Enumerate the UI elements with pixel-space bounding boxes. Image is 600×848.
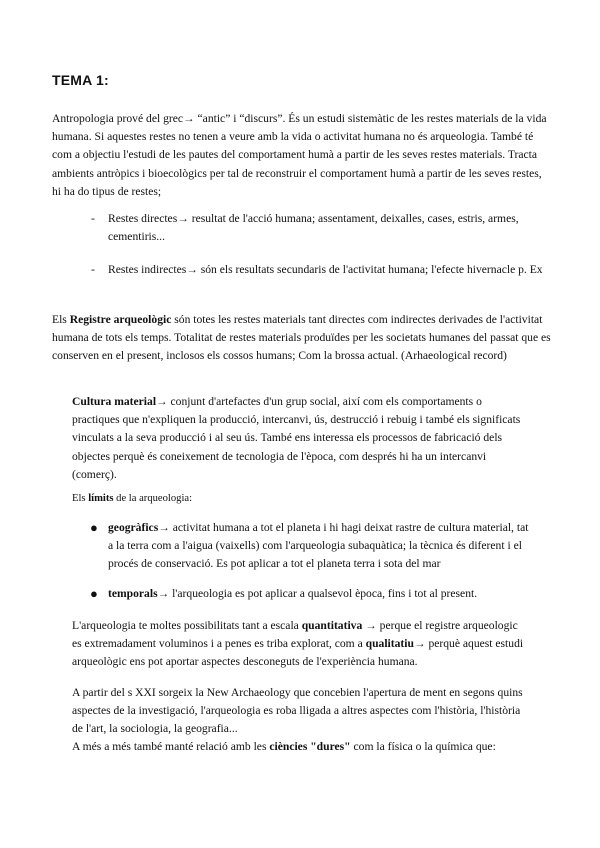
registre-prefix: Els xyxy=(52,313,70,326)
possibilitats-paragraph xyxy=(72,617,527,672)
term-quantitativa: quantitativa xyxy=(301,619,363,632)
possibilitats-pre: L'arqueologia te moltes possibilitats tant a escala xyxy=(72,619,302,632)
final-pre: A més a més també manté relació amb les xyxy=(72,740,270,753)
limits-prefix: Els xyxy=(72,493,89,504)
term-qualitatiu: qualitatiu xyxy=(365,637,414,651)
bullet-temporals xyxy=(108,585,533,603)
possibilitats-mid: → perque el registre arqueologic es extremadament voluminos i a penes es triba explorat, com a xyxy=(72,619,518,651)
registre-term: Registre arqueològic xyxy=(69,313,172,326)
bullet-term: temporals xyxy=(108,587,158,600)
list-item-restes-directes: Restes directes→ resultat de l'acció humana; assentament, deixalles, cases, estris, armes, cementiris... xyxy=(108,212,519,244)
bullet-icon: ● xyxy=(90,520,98,535)
bullet-icon: ● xyxy=(90,586,98,601)
limits-term: límits xyxy=(88,493,114,504)
final-post: com la física o la química que: xyxy=(350,740,496,753)
cultura-text: → conjunt d'artefactes d'un grup social, així com els comportaments o practiques que n'expliquen la producció, intercanvi, ús, destrucció i rebuig i també els significats vinculats a la seva producció i al seu ús. També ens interessa els processos de fabricació dels objectes perquè és coneixement de tecnologia de l'època, com després hi ha un intercanvi (comerç). xyxy=(72,395,521,481)
page-title: TEMA 1: xyxy=(52,72,109,88)
bullet-term: geogràfics xyxy=(108,521,159,534)
limits-suffix: de la arqueologia: xyxy=(113,493,193,504)
intro-paragraph: Antropologia prové del grec→ “antic” i “discurs”. És un estudi sistemàtic de les restes materials de la vida humana. Si aquestes restes no tenen a veure amb la vida o activitat humana no és arqueologia. També té com a objectiu l'estudi de les pautes del comportament humà a partir de les seves restes materials. Tracta ambients antròpics i bioecològics per tal de reconstruir el comportament humà a partir de les seves restes, hi ha do tipus de restes; xyxy=(52,112,547,198)
bullet-text: → l'arqueologia es pot aplicar a qualsevol època, fins i tot al present. xyxy=(157,587,478,600)
list-marker: - xyxy=(91,263,95,276)
possibilitats-post: → perquè aquest estudi arqueològic ens pot aportar aspectes desconeguts de l'experiència humana. xyxy=(72,637,524,669)
list-marker: - xyxy=(91,212,95,225)
final-paragraph xyxy=(72,738,542,756)
bullet-geografics xyxy=(108,519,533,574)
cultura-paragraph xyxy=(72,393,522,484)
term-ciencies-dures: ciències "dures" xyxy=(269,740,351,753)
cultura-term: Cultura material xyxy=(72,395,157,408)
registre-paragraph xyxy=(52,311,552,366)
list-item-restes-indirectes: Restes indirectes→ són els resultats secundaris de l'activitat humana; l'efecte hivernacle p. Ex xyxy=(108,263,543,276)
bullet-text: → activitat humana a tot el planeta i hi hagi deixat rastre de cultura material, tat a la terra com a l'aigua (vaixells) com l'arqueologia subaquàtica; la tècnica és diferent i el procés de conservació. Es pot aplicar a tot el planeta terra i sota del mar xyxy=(108,521,529,571)
new-archaeology-paragraph: A partir del s XXI sorgeix la New Archaeology que concebien l'apertura de ment en segons quins aspectes de la investigació, l'arqueologia es roba lligada a altres aspectes com l'història, l'història de l'art, la sociologia, la geografia... xyxy=(72,686,523,736)
registre-text: són totes les restes materials tant directes com indirectes derivades de l'activitat humana de tots els temps. Totalitat de restes materials produïdes per les societats humanes del passat que es conserven en el present, inclosos els cossos humans; Com la brossa actual. (Arhaeological record) xyxy=(52,313,551,363)
limits-intro xyxy=(72,490,522,508)
